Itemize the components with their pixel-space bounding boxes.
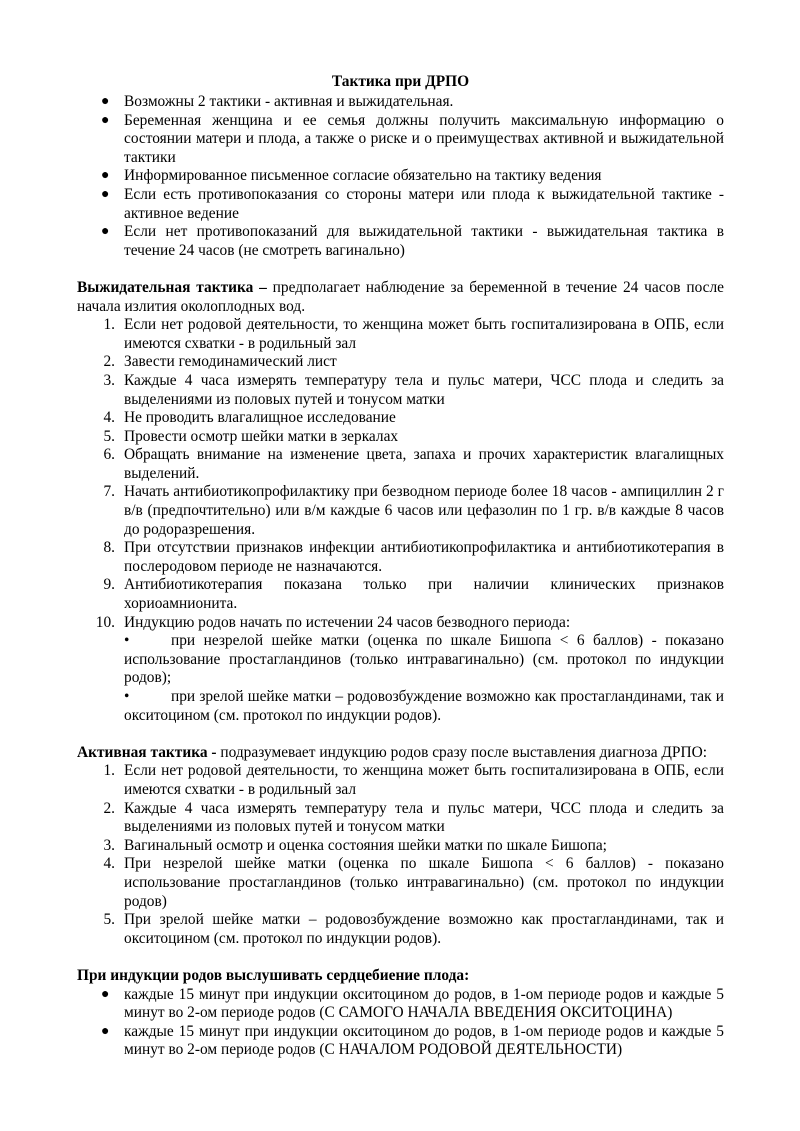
bullet-icon: ● bbox=[101, 224, 110, 240]
list-item: 3. Вагинальный осмотр и оценка состояния шейки матки по шкале Бишопа; bbox=[103, 836, 607, 854]
list-item bbox=[77, 112, 724, 168]
list-item-text: Если нет родовой деятельности, то женщина может быть госпитализирована в ОПБ, если имеются схватки - в родильный зал bbox=[124, 316, 724, 352]
list-item-text: Если нет противопоказаний для выжидательной тактики - выжидательная тактика в течение 24 часов (не смотреть вагинально) bbox=[124, 223, 724, 259]
list-item: 2. Каждые 4 часа измерять температуру тела и пульс матери, ЧСС плода и следить за выделениями из половых путей и тонусом матки bbox=[103, 799, 724, 836]
bullet-icon: ● bbox=[101, 986, 110, 1002]
list-item-text: Провести осмотр шейки матки в зеркалах bbox=[124, 427, 399, 445]
list-item: 4. При незрелой шейке матки (оценка по шкале Бишопа < 6 баллов) - показано использование простагландинов (только интравагинально) (см. протокол по индукции родов) bbox=[103, 855, 724, 910]
bullet-icon: ● bbox=[101, 112, 110, 128]
list-item bbox=[77, 986, 724, 1023]
intro-bullet-list bbox=[77, 93, 724, 260]
list-item-text: Если нет родовой деятельности, то женщина может быть госпитализирована в ОПБ, если имеются схватки - в родильный зал bbox=[124, 762, 724, 798]
list-item: 10. Индукцию родов начать по истечении 24 часов безводного периода: • при незрелой шейке матки (оценка по шкале Бишопа < 6 баллов) - показано использование простагландинов (только интравагинально) (см. протокол по индукции родов); • при зрелой шейке матки – родовозбуждение возможно как простагландинами, так и окситоцином (см. протокол по индукции родов). bbox=[95, 613, 724, 724]
list-item bbox=[77, 1023, 724, 1060]
active-tactic-intro bbox=[77, 744, 724, 763]
sub-list-item bbox=[124, 632, 724, 688]
list-item-text: каждые 15 минут при индукции окситоцином до родов, в 1-ом периоде родов и каждые 5 минут во 2-ом периоде родов (С САМОГО НАЧАЛА ВВЕДЕНИЯ ОКСИТОЦИНА) bbox=[124, 985, 724, 1022]
expectant-tactic-list bbox=[77, 316, 724, 725]
list-item-text: Каждые 4 часа измерять температуру тела и пульс матери, ЧСС плода и следить за выделениями из половых путей и тонусом матки bbox=[124, 371, 724, 408]
list-item-text: Каждые 4 часа измерять температуру тела и пульс матери, ЧСС плода и следить за выделениями из половых путей и тонусом матки bbox=[124, 799, 724, 836]
list-item: 9. Антибиотикотерапия показана только при наличии клинических признаков хориоамнионита. bbox=[103, 576, 724, 613]
list-item-text: Возможны 2 тактики - активная и выжидательная. bbox=[124, 93, 454, 110]
active-tactic-heading: Активная тактика - bbox=[77, 743, 217, 761]
list-item bbox=[77, 186, 724, 223]
list-item: 3. Каждые 4 часа измерять температуру тела и пульс матери, ЧСС плода и следить за выделениями из половых путей и тонусом матки bbox=[103, 371, 724, 408]
document-page bbox=[77, 73, 724, 1060]
list-item-text: При зрелой шейке матки – родовозбуждение возможно как простагландинами, так и окситоцином (см. протокол по индукции родов). bbox=[124, 911, 724, 947]
list-item: 8. При отсутствии признаков инфекции антибиотикопрофилактика и антибиотикотерапия в послеродовом периоде не назначаются. bbox=[103, 539, 724, 575]
list-item: 2. Завести гемодинамический лист bbox=[103, 353, 337, 371]
induction-bullet-list bbox=[77, 986, 724, 1060]
list-item bbox=[77, 93, 724, 112]
list-item-text: Информированное письменное согласие обязательно на тактику ведения bbox=[124, 167, 602, 185]
active-tactic-list bbox=[77, 762, 724, 948]
list-item: 1. Если нет родовой деятельности, то женщина может быть госпитализирована в ОПБ, если имеются схватки - в родильный зал bbox=[103, 762, 724, 798]
sub-bullet-icon: • bbox=[124, 632, 130, 650]
list-item-text: Индукцию родов начать по истечении 24 часов безводного периода: bbox=[124, 613, 571, 631]
bullet-icon: ● bbox=[101, 1023, 110, 1039]
expectant-tactic-intro bbox=[77, 279, 724, 316]
sub-list-item-text: при зрелой шейке матки – родовозбуждение возможно как простагландинами, так и окситоцином (см. протокол по индукции родов). bbox=[124, 688, 724, 724]
list-item-text: Вагинальный осмотр и оценка состояния шейки матки по шкале Бишопа; bbox=[124, 836, 607, 854]
bullet-icon: ● bbox=[101, 168, 110, 184]
list-item bbox=[77, 223, 724, 260]
bullet-icon: ● bbox=[101, 94, 110, 109]
list-item-text: При отсутствии признаков инфекции антибиотикопрофилактика и антибиотикотерапия в послеродовом периоде не назначаются. bbox=[124, 539, 724, 575]
list-item-text: Завести гемодинамический лист bbox=[124, 353, 337, 371]
list-item-text: Беременная женщина и ее семья должны получить максимальную информацию о состоянии матери и плода, а также о риске и о преимуществах активной и выжидательной тактики bbox=[124, 111, 724, 166]
page-title: Тактика при ДРПО bbox=[331, 73, 470, 90]
list-item: 6. Обращать внимание на изменение цвета, запаха и прочих характеристик влагалищных выделений. bbox=[103, 446, 724, 482]
list-item-text: Не проводить влагалищное исследование bbox=[124, 409, 396, 427]
sub-list-item-text: при незрелой шейке матки (оценка по шкале Бишопа < 6 баллов) - показано использование простагландинов (только интравагинально) (см. протокол по индукции родов); bbox=[124, 632, 724, 687]
list-item bbox=[77, 167, 724, 186]
list-item-text: Начать антибиотикопрофилактику при безводном периоде более 18 часов - ампициллин 2 г в/в (предпочтительно) или в/м каждые 6 часов или цефазолин по 1 гр. в/в каждые 8 часов до родоразрешения. bbox=[124, 483, 724, 538]
list-item-text: Антибиотикотерапия показана только при наличии клинических признаков хориоамнионита. bbox=[124, 576, 724, 613]
sub-list-item bbox=[124, 688, 724, 725]
list-item-text: При незрелой шейке матки (оценка по шкале Бишопа < 6 баллов) - показано использование простагландинов (только интравагинально) (см. протокол по индукции родов) bbox=[124, 855, 724, 910]
list-item: 1. Если нет родовой деятельности, то женщина может быть госпитализирована в ОПБ, если имеются схватки - в родильный зал bbox=[103, 316, 724, 352]
bullet-icon: ● bbox=[101, 186, 110, 202]
induction-heading: При индукции родов выслушивать сердцебиение плода: bbox=[77, 966, 470, 984]
list-item: 7. Начать антибиотикопрофилактику при безводном периоде более 18 часов - ампициллин 2 г в/в (предпочтительно) или в/м каждые 6 часов или цефазолин по 1 гр. в/в каждые 8 часов до родоразрешения. bbox=[103, 483, 724, 538]
list-item: 5. При зрелой шейке матки – родовозбуждение возможно как простагландинами, так и окситоцином (см. протокол по индукции родов). bbox=[103, 911, 724, 947]
list-item-text: Если есть противопоказания со стороны матери или плода к выжидательной тактике - активное ведение bbox=[124, 185, 724, 222]
active-tactic-description: подразумевает индукцию родов сразу после выставления диагноза ДРПО: bbox=[216, 743, 707, 761]
expectant-tactic-description: предполагает наблюдение за беременной в течение 24 часов после начала излития околоплодных вод. bbox=[77, 278, 724, 315]
expectant-tactic-heading: Выжидательная тактика – bbox=[77, 278, 267, 296]
list-item: 5. Провести осмотр шейки матки в зеркалах bbox=[103, 427, 399, 445]
list-item-text: каждые 15 минут при индукции окситоцином до родов, в 1-ом периоде родов и каждые 5 минут во 2-ом периоде родов (С НАЧАЛОМ РОДОВОЙ ДЕЯТЕЛЬНОСТИ) bbox=[124, 1022, 724, 1059]
sub-bullet-icon: • bbox=[124, 688, 130, 705]
list-item-text: Обращать внимание на изменение цвета, запаха и прочих характеристик влагалищных выделений. bbox=[124, 446, 724, 482]
list-item: 4. Не проводить влагалищное исследование bbox=[103, 409, 396, 427]
